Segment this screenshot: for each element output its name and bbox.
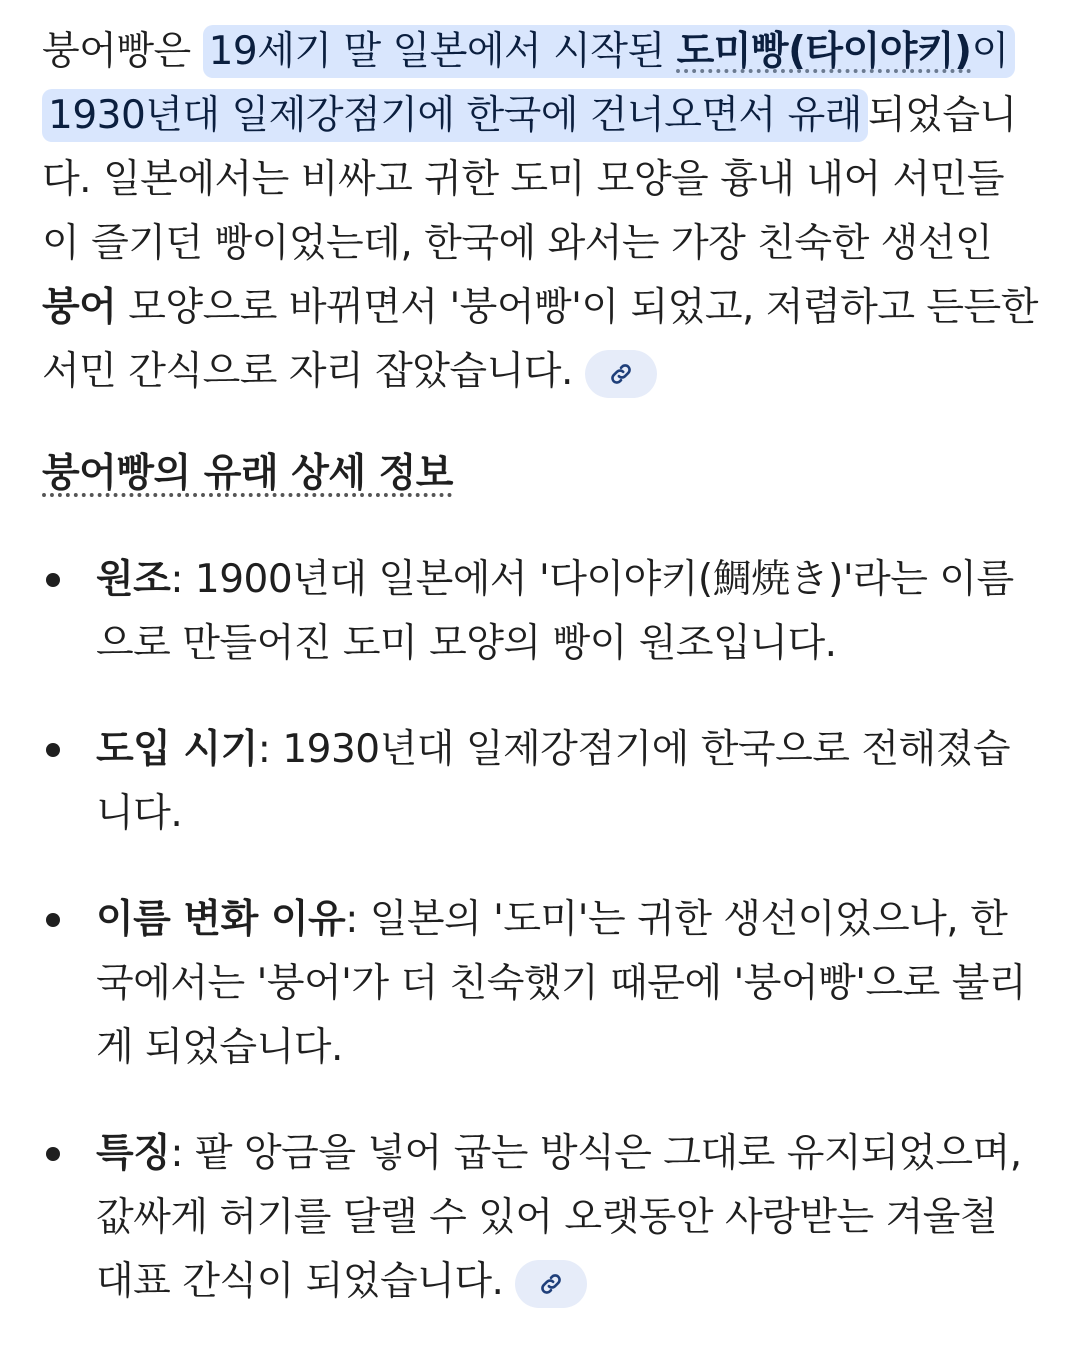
intro-paragraph bbox=[42, 20, 1038, 404]
list-item bbox=[42, 1122, 1038, 1314]
bullet-icon bbox=[46, 913, 60, 927]
section-heading: 붕어빵의 유래 상세 정보 bbox=[42, 451, 453, 496]
list-item bbox=[42, 888, 1038, 1080]
item-text: : 일본의 '도미'는 귀한 생선이었으나, 한국에서는 '붕어'가 더 친숙했기 때문에 '붕어빵'으로 불리게 되었습니다. bbox=[96, 897, 1027, 1070]
item-text: : 1900년대 일본에서 '다이야키(鯛焼き)'라는 이름으로 만들어진 도미 모양의 빵이 원조입니다. bbox=[96, 557, 1014, 666]
list-item bbox=[42, 548, 1038, 676]
intro-lead: 붕어빵은 bbox=[42, 29, 203, 74]
item-label: 이름 변화 이유 bbox=[96, 897, 346, 942]
link-icon bbox=[538, 1271, 564, 1297]
item-label: 특징 bbox=[96, 1131, 171, 1176]
bullet-icon bbox=[46, 1147, 60, 1161]
highlight-text-a: 19세기 말 일본에서 시작된 bbox=[208, 29, 677, 74]
bullet-icon bbox=[46, 573, 60, 587]
item-text: : 팥 앙금을 넣어 굽는 방식은 그대로 유지되었으며, 값싸게 허기를 달랠 수 있어 오랫동안 사랑받는 겨울철 대표 간식이 되었습니다. bbox=[96, 1131, 1022, 1304]
intro-rest-1: 되었습니다. 일본에서는 비싸고 귀한 도미 모양을 흉내 내어 서민들이 즐기던 빵이었는데, 한국에 와서는 가장 친숙한 생선인 bbox=[42, 93, 1017, 266]
list-item bbox=[42, 718, 1038, 846]
item-label: 도입 시기 bbox=[96, 727, 258, 772]
item-text: : 1930년대 일제강점기에 한국으로 전해졌습니다. bbox=[96, 727, 1011, 836]
intro-bold-term: 붕어 bbox=[42, 285, 117, 330]
source-link-chip[interactable] bbox=[585, 350, 657, 398]
answer-body bbox=[42, 20, 1038, 404]
link-icon bbox=[608, 361, 634, 387]
source-link-chip[interactable] bbox=[515, 1260, 587, 1308]
highlight-text-c: 이 1930년대 일제강점기에 한국에 건너오면서 유래 bbox=[48, 29, 1009, 138]
bullet-icon bbox=[46, 743, 60, 757]
highlight-term: 도미빵(타이야키) bbox=[676, 29, 972, 74]
detail-list bbox=[42, 548, 1038, 1356]
item-label: 원조 bbox=[96, 557, 171, 602]
intro-rest-2: 모양으로 바뀌면서 '붕어빵'이 되었고, 저렴하고 든든한 서민 간식으로 자리 잡았습니다. bbox=[42, 285, 1038, 394]
